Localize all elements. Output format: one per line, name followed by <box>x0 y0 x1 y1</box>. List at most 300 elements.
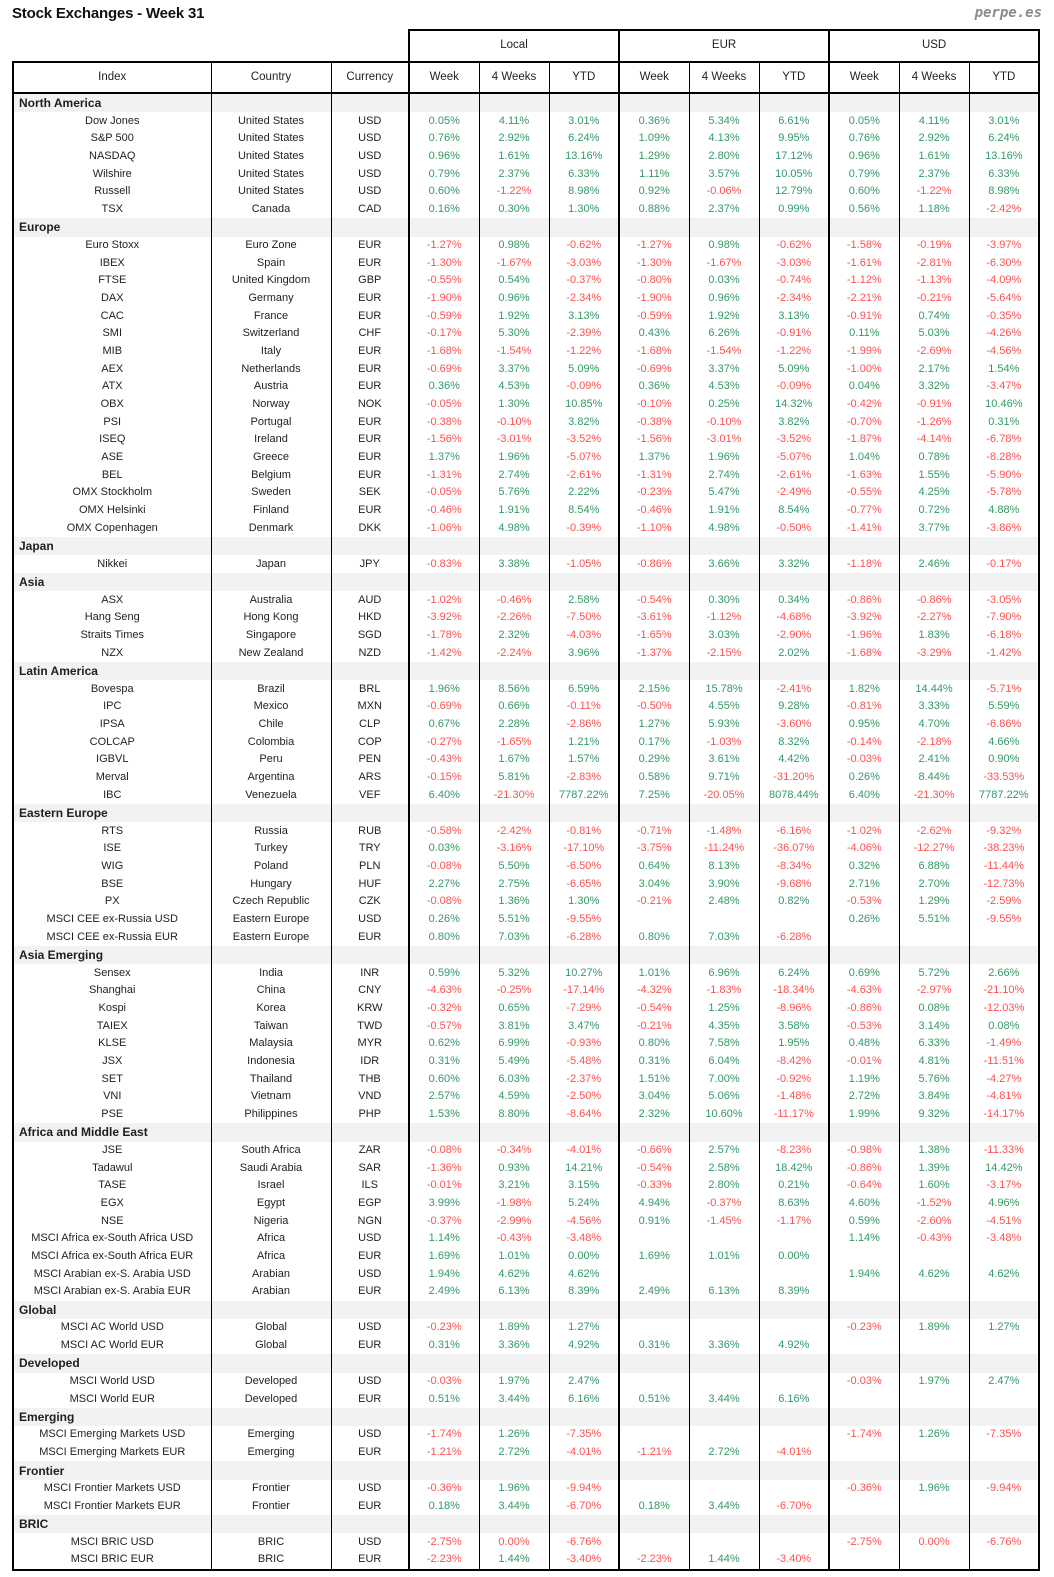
country-cell: Saudi Arabia <box>211 1159 331 1177</box>
index-cell: Nikkei <box>13 555 211 573</box>
eur-4weeks-cell: 6.96% <box>689 964 759 982</box>
section-empty-cell <box>479 1301 549 1319</box>
country-cell: Norway <box>211 396 331 414</box>
section-name: Frontier <box>13 1461 211 1479</box>
section-empty-cell <box>409 662 479 680</box>
country-cell: India <box>211 964 331 982</box>
section-row <box>13 804 1039 822</box>
local-week-cell: -0.27% <box>409 733 479 751</box>
index-cell: Russell <box>13 183 211 201</box>
eur-4weeks-cell: 8.13% <box>689 858 759 876</box>
eur-4weeks-cell: 9.71% <box>689 769 759 787</box>
eur-week-cell: 1.29% <box>619 148 689 166</box>
usd-week-cell: -1.68% <box>829 644 899 662</box>
eur-4weeks-cell: 2.80% <box>689 1177 759 1195</box>
country-cell: Brazil <box>211 680 331 698</box>
table-row <box>13 237 1039 255</box>
usd-4weeks-cell: 1.60% <box>899 1177 969 1195</box>
eur-week-cell: 0.51% <box>619 1390 689 1408</box>
usd-ytd-cell: -9.94% <box>969 1480 1039 1498</box>
page-title: Stock Exchanges - Week 31 <box>12 5 205 22</box>
country-cell: Czech Republic <box>211 893 331 911</box>
eur-4weeks-cell: -1.48% <box>689 822 759 840</box>
eur-4weeks-cell: 0.03% <box>689 272 759 290</box>
usd-4weeks-cell: 4.11% <box>899 112 969 130</box>
local-week-cell: -0.17% <box>409 325 479 343</box>
usd-ytd-cell: -6.30% <box>969 254 1039 272</box>
eur-week-cell: -3.61% <box>619 609 689 627</box>
local-4weeks-cell: -0.25% <box>479 982 549 1000</box>
local-week-cell: -0.37% <box>409 1212 479 1230</box>
section-empty-cell <box>619 662 689 680</box>
index-cell: MSCI World EUR <box>13 1390 211 1408</box>
group-header-usd: USD <box>829 30 1039 62</box>
country-cell: Hong Kong <box>211 609 331 627</box>
local-4weeks-cell: 1.97% <box>479 1373 549 1391</box>
local-4weeks-cell: 3.44% <box>479 1390 549 1408</box>
usd-4weeks-cell: 3.33% <box>899 698 969 716</box>
index-cell: AEX <box>13 360 211 378</box>
local-ytd-cell: 1.21% <box>549 733 619 751</box>
local-week-cell: -0.03% <box>409 1373 479 1391</box>
section-empty-cell <box>479 804 549 822</box>
usd-week-cell: -0.55% <box>829 484 899 502</box>
currency-cell: TWD <box>331 1017 409 1035</box>
section-empty-cell <box>759 573 829 591</box>
col-header-eur-week: Week <box>619 62 689 93</box>
eur-4weeks-cell <box>689 1533 759 1551</box>
index-cell: MIB <box>13 343 211 361</box>
usd-week-cell: 1.82% <box>829 680 899 698</box>
eur-ytd-cell: 8.39% <box>759 1283 829 1301</box>
usd-week-cell: 0.95% <box>829 716 899 734</box>
eur-week-cell <box>619 1533 689 1551</box>
local-4weeks-cell: 2.92% <box>479 130 549 148</box>
usd-4weeks-cell: 5.03% <box>899 325 969 343</box>
section-empty-cell <box>899 1301 969 1319</box>
country-cell: Russia <box>211 822 331 840</box>
table-row <box>13 1265 1039 1283</box>
country-cell: Frontier <box>211 1497 331 1515</box>
section-name: Asia Emerging <box>13 946 211 964</box>
section-empty-cell <box>549 1354 619 1372</box>
country-cell: Sweden <box>211 484 331 502</box>
index-cell: IPC <box>13 698 211 716</box>
local-ytd-cell: 2.47% <box>549 1373 619 1391</box>
usd-week-cell: -1.41% <box>829 520 899 538</box>
index-cell: TASE <box>13 1177 211 1195</box>
currency-cell: VEF <box>331 786 409 804</box>
usd-4weeks-cell <box>899 928 969 946</box>
usd-4weeks-cell: 1.39% <box>899 1159 969 1177</box>
usd-ytd-cell: 0.31% <box>969 413 1039 431</box>
local-4weeks-cell: 1.91% <box>479 502 549 520</box>
country-cell: Euro Zone <box>211 237 331 255</box>
local-4weeks-cell: 2.37% <box>479 165 549 183</box>
currency-cell: IDR <box>331 1053 409 1071</box>
local-ytd-cell: -0.62% <box>549 237 619 255</box>
country-cell: United States <box>211 165 331 183</box>
eur-4weeks-cell: 2.57% <box>689 1142 759 1160</box>
local-4weeks-cell: 6.13% <box>479 1283 549 1301</box>
local-week-cell: -0.43% <box>409 751 479 769</box>
table-row <box>13 112 1039 130</box>
currency-cell: EGP <box>331 1195 409 1213</box>
section-empty-cell <box>479 1354 549 1372</box>
local-week-cell: -0.55% <box>409 272 479 290</box>
usd-ytd-cell: -0.35% <box>969 307 1039 325</box>
index-cell: JSE <box>13 1142 211 1160</box>
table-row <box>13 1426 1039 1444</box>
currency-cell: EUR <box>331 449 409 467</box>
usd-ytd-cell: -7.35% <box>969 1426 1039 1444</box>
country-cell: China <box>211 982 331 1000</box>
stock-exchanges-table <box>12 29 1040 1571</box>
eur-week-cell: 0.36% <box>619 112 689 130</box>
table-row <box>13 893 1039 911</box>
usd-week-cell: -1.58% <box>829 237 899 255</box>
local-week-cell: -0.32% <box>409 1000 479 1018</box>
usd-ytd-cell <box>969 928 1039 946</box>
table-row <box>13 502 1039 520</box>
currency-cell: ILS <box>331 1177 409 1195</box>
section-empty-cell <box>969 1461 1039 1479</box>
table-row <box>13 822 1039 840</box>
currency-cell: CHF <box>331 325 409 343</box>
usd-week-cell: 1.14% <box>829 1230 899 1248</box>
section-empty-cell <box>331 1123 409 1141</box>
local-week-cell: -1.06% <box>409 520 479 538</box>
usd-ytd-cell: -5.78% <box>969 484 1039 502</box>
country-cell: Venezuela <box>211 786 331 804</box>
table-row <box>13 1195 1039 1213</box>
eur-ytd-cell: -9.68% <box>759 875 829 893</box>
eur-week-cell: -0.66% <box>619 1142 689 1160</box>
eur-week-cell: -1.27% <box>619 237 689 255</box>
section-empty-cell <box>479 1461 549 1479</box>
local-ytd-cell: 3.82% <box>549 413 619 431</box>
table-row <box>13 396 1039 414</box>
index-cell: OMX Helsinki <box>13 502 211 520</box>
eur-ytd-cell: -0.50% <box>759 520 829 538</box>
eur-ytd-cell: 10.05% <box>759 165 829 183</box>
currency-cell: USD <box>331 165 409 183</box>
usd-4weeks-cell: 1.38% <box>899 1142 969 1160</box>
section-empty-cell <box>829 662 899 680</box>
usd-4weeks-cell: -2.81% <box>899 254 969 272</box>
local-week-cell: 0.03% <box>409 840 479 858</box>
usd-4weeks-cell: 4.70% <box>899 716 969 734</box>
usd-ytd-cell: -6.86% <box>969 716 1039 734</box>
section-empty-cell <box>689 93 759 112</box>
index-cell: TAIEX <box>13 1017 211 1035</box>
local-ytd-cell: 6.33% <box>549 165 619 183</box>
eur-week-cell: 0.80% <box>619 928 689 946</box>
eur-ytd-cell <box>759 1480 829 1498</box>
currency-cell: EUR <box>331 360 409 378</box>
local-week-cell: 0.60% <box>409 1070 479 1088</box>
local-week-cell: 0.05% <box>409 112 479 130</box>
section-row <box>13 946 1039 964</box>
eur-4weeks-cell: 1.01% <box>689 1248 759 1266</box>
local-week-cell: 1.94% <box>409 1265 479 1283</box>
country-cell: Developed <box>211 1390 331 1408</box>
country-cell: Israel <box>211 1177 331 1195</box>
local-week-cell: 1.53% <box>409 1106 479 1124</box>
eur-4weeks-cell: 3.03% <box>689 627 759 645</box>
local-week-cell: -0.05% <box>409 396 479 414</box>
usd-week-cell <box>829 1390 899 1408</box>
local-week-cell: -1.36% <box>409 1159 479 1177</box>
local-4weeks-cell: -1.67% <box>479 254 549 272</box>
eur-4weeks-cell <box>689 1480 759 1498</box>
usd-4weeks-cell: 1.96% <box>899 1480 969 1498</box>
table-row <box>13 1444 1039 1462</box>
country-cell: Spain <box>211 254 331 272</box>
section-empty-cell <box>759 946 829 964</box>
usd-4weeks-cell: 4.81% <box>899 1053 969 1071</box>
table-row <box>13 1248 1039 1266</box>
local-4weeks-cell: -2.99% <box>479 1212 549 1230</box>
section-empty-cell <box>829 573 899 591</box>
eur-week-cell: 0.17% <box>619 733 689 751</box>
country-cell: France <box>211 307 331 325</box>
index-cell: PSE <box>13 1106 211 1124</box>
local-4weeks-cell: 2.72% <box>479 1444 549 1462</box>
usd-ytd-cell: -21.10% <box>969 982 1039 1000</box>
eur-4weeks-cell: 6.13% <box>689 1283 759 1301</box>
usd-week-cell: -0.03% <box>829 1373 899 1391</box>
local-4weeks-cell: 5.32% <box>479 964 549 982</box>
local-ytd-cell: -0.11% <box>549 698 619 716</box>
country-cell: Netherlands <box>211 360 331 378</box>
local-ytd-cell: 10.85% <box>549 396 619 414</box>
usd-week-cell: -1.61% <box>829 254 899 272</box>
usd-4weeks-cell: 1.26% <box>899 1426 969 1444</box>
usd-week-cell: -0.98% <box>829 1142 899 1160</box>
local-week-cell: 0.26% <box>409 911 479 929</box>
usd-ytd-cell <box>969 1551 1039 1570</box>
eur-4weeks-cell: 5.47% <box>689 484 759 502</box>
section-empty-cell <box>211 1354 331 1372</box>
local-ytd-cell: 1.30% <box>549 893 619 911</box>
currency-cell: USD <box>331 1265 409 1283</box>
section-empty-cell <box>331 1301 409 1319</box>
eur-4weeks-cell: 1.92% <box>689 307 759 325</box>
local-week-cell: 6.40% <box>409 786 479 804</box>
eur-week-cell: 0.31% <box>619 1337 689 1355</box>
local-week-cell: 2.49% <box>409 1283 479 1301</box>
table-row <box>13 325 1039 343</box>
eur-ytd-cell <box>759 1426 829 1444</box>
index-cell: MSCI AC World USD <box>13 1319 211 1337</box>
eur-week-cell: -1.68% <box>619 343 689 361</box>
local-week-cell: -0.58% <box>409 822 479 840</box>
section-empty-cell <box>969 573 1039 591</box>
local-4weeks-cell: 1.01% <box>479 1248 549 1266</box>
table-row <box>13 1373 1039 1391</box>
local-ytd-cell: 4.62% <box>549 1265 619 1283</box>
country-cell: United States <box>211 130 331 148</box>
section-empty-cell <box>211 1461 331 1479</box>
local-week-cell: -1.74% <box>409 1426 479 1444</box>
local-ytd-cell: -7.35% <box>549 1426 619 1444</box>
currency-cell: EUR <box>331 413 409 431</box>
index-cell: Hang Seng <box>13 609 211 627</box>
currency-cell: EUR <box>331 254 409 272</box>
usd-ytd-cell <box>969 1337 1039 1355</box>
local-ytd-cell: 1.27% <box>549 1319 619 1337</box>
index-cell: EGX <box>13 1195 211 1213</box>
country-cell: Poland <box>211 858 331 876</box>
country-cell: South Africa <box>211 1142 331 1160</box>
usd-4weeks-cell: -3.29% <box>899 644 969 662</box>
section-empty-cell <box>331 573 409 591</box>
column-header-row <box>13 62 1039 93</box>
index-cell: TSX <box>13 201 211 219</box>
index-cell: FTSE <box>13 272 211 290</box>
eur-ytd-cell: -18.34% <box>759 982 829 1000</box>
section-empty-cell <box>549 662 619 680</box>
currency-cell: INR <box>331 964 409 982</box>
local-week-cell: -0.69% <box>409 698 479 716</box>
table-row <box>13 733 1039 751</box>
usd-ytd-cell: 1.54% <box>969 360 1039 378</box>
local-ytd-cell: -6.70% <box>549 1497 619 1515</box>
usd-ytd-cell: 5.59% <box>969 698 1039 716</box>
usd-4weeks-cell: 1.89% <box>899 1319 969 1337</box>
index-cell: Sensex <box>13 964 211 982</box>
section-empty-cell <box>759 804 829 822</box>
section-empty-cell <box>969 1301 1039 1319</box>
usd-week-cell <box>829 1444 899 1462</box>
usd-week-cell: -1.12% <box>829 272 899 290</box>
section-empty-cell <box>409 1354 479 1372</box>
eur-week-cell: -0.80% <box>619 272 689 290</box>
table-row <box>13 911 1039 929</box>
country-cell: United States <box>211 183 331 201</box>
eur-4weeks-cell: 3.44% <box>689 1497 759 1515</box>
section-empty-cell <box>759 662 829 680</box>
eur-4weeks-cell <box>689 1319 759 1337</box>
table-row <box>13 716 1039 734</box>
local-ytd-cell: -4.03% <box>549 627 619 645</box>
local-ytd-cell: 1.30% <box>549 201 619 219</box>
usd-week-cell: -0.01% <box>829 1053 899 1071</box>
section-empty-cell <box>479 1515 549 1533</box>
local-ytd-cell: -2.61% <box>549 466 619 484</box>
table-row <box>13 555 1039 573</box>
index-cell: ASX <box>13 591 211 609</box>
eur-week-cell: -0.23% <box>619 484 689 502</box>
local-ytd-cell: -7.29% <box>549 1000 619 1018</box>
usd-week-cell: 0.59% <box>829 1212 899 1230</box>
eur-ytd-cell: -0.62% <box>759 237 829 255</box>
currency-cell: USD <box>331 148 409 166</box>
currency-cell: MYR <box>331 1035 409 1053</box>
index-cell: JSX <box>13 1053 211 1071</box>
eur-week-cell: -0.54% <box>619 1000 689 1018</box>
currency-cell: EUR <box>331 502 409 520</box>
local-week-cell: -0.46% <box>409 502 479 520</box>
section-empty-cell <box>829 537 899 555</box>
index-cell: SET <box>13 1070 211 1088</box>
eur-week-cell: 0.43% <box>619 325 689 343</box>
country-cell: Africa <box>211 1230 331 1248</box>
usd-week-cell: 1.04% <box>829 449 899 467</box>
section-empty-cell <box>619 537 689 555</box>
col-header-usd-week: Week <box>829 62 899 93</box>
eur-week-cell: 0.91% <box>619 1212 689 1230</box>
table-row <box>13 751 1039 769</box>
eur-ytd-cell: 4.42% <box>759 751 829 769</box>
local-ytd-cell: -6.65% <box>549 875 619 893</box>
eur-4weeks-cell: 2.48% <box>689 893 759 911</box>
local-ytd-cell: 3.47% <box>549 1017 619 1035</box>
local-week-cell: -0.59% <box>409 307 479 325</box>
usd-week-cell: -0.64% <box>829 1177 899 1195</box>
table-row <box>13 1088 1039 1106</box>
usd-week-cell: 0.05% <box>829 112 899 130</box>
usd-4weeks-cell: 8.44% <box>899 769 969 787</box>
usd-week-cell: 0.48% <box>829 1035 899 1053</box>
section-empty-cell <box>689 1123 759 1141</box>
country-cell: Africa <box>211 1248 331 1266</box>
local-4weeks-cell: 1.96% <box>479 449 549 467</box>
local-4weeks-cell: -0.43% <box>479 1230 549 1248</box>
local-ytd-cell: -5.07% <box>549 449 619 467</box>
section-empty-cell <box>759 93 829 112</box>
country-cell: United Kingdom <box>211 272 331 290</box>
group-header-spacer <box>13 30 409 62</box>
local-4weeks-cell: 1.30% <box>479 396 549 414</box>
index-cell: MSCI CEE ex-Russia EUR <box>13 928 211 946</box>
local-4weeks-cell: -0.46% <box>479 591 549 609</box>
table-row <box>13 1497 1039 1515</box>
section-name: Africa and Middle East <box>13 1123 211 1141</box>
country-cell: Emerging <box>211 1426 331 1444</box>
local-ytd-cell: -6.76% <box>549 1533 619 1551</box>
local-4weeks-cell: 4.62% <box>479 1265 549 1283</box>
usd-ytd-cell: -6.76% <box>969 1533 1039 1551</box>
currency-cell: CAD <box>331 201 409 219</box>
usd-4weeks-cell: 0.74% <box>899 307 969 325</box>
local-4weeks-cell: -21.30% <box>479 786 549 804</box>
currency-cell: AUD <box>331 591 409 609</box>
table-row <box>13 591 1039 609</box>
section-empty-cell <box>759 1408 829 1426</box>
section-empty-cell <box>619 946 689 964</box>
usd-4weeks-cell: -2.27% <box>899 609 969 627</box>
usd-week-cell: -2.21% <box>829 290 899 308</box>
section-empty-cell <box>409 1301 479 1319</box>
usd-week-cell: 0.60% <box>829 183 899 201</box>
usd-week-cell: -4.63% <box>829 982 899 1000</box>
index-cell: PSI <box>13 413 211 431</box>
section-row <box>13 93 1039 112</box>
section-empty-cell <box>619 1301 689 1319</box>
local-week-cell: -2.23% <box>409 1551 479 1570</box>
local-4weeks-cell: 0.66% <box>479 698 549 716</box>
local-4weeks-cell: 1.26% <box>479 1426 549 1444</box>
eur-4weeks-cell <box>689 911 759 929</box>
eur-ytd-cell: 1.95% <box>759 1035 829 1053</box>
section-empty-cell <box>899 1461 969 1479</box>
section-empty-cell <box>549 1123 619 1141</box>
usd-week-cell: -0.86% <box>829 591 899 609</box>
usd-ytd-cell: -1.42% <box>969 644 1039 662</box>
section-empty-cell <box>331 537 409 555</box>
